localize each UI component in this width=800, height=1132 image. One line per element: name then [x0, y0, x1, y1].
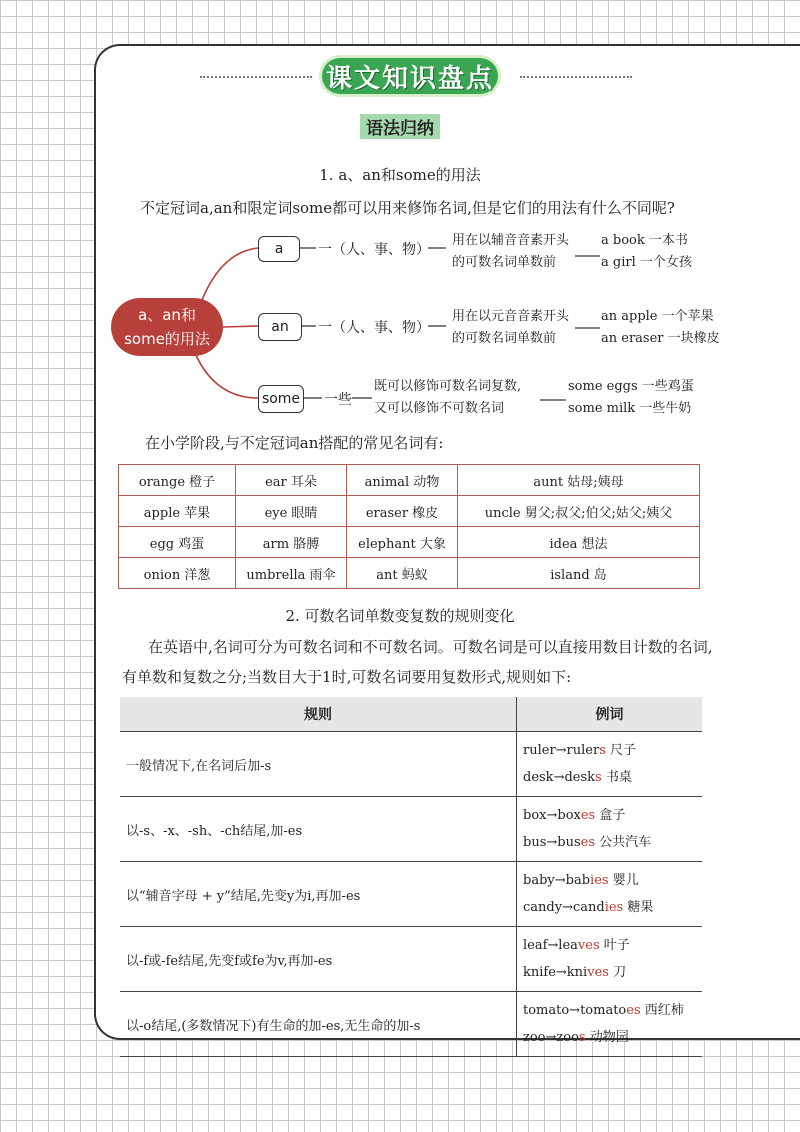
subtitle: 语法归纳	[0, 114, 800, 139]
section2-para-line2: 有单数和复数之分;当数目大于1时,可数名词要用复数形式,规则如下:	[122, 668, 572, 686]
branch-an-meaning: 一（人、事、物）	[318, 320, 430, 336]
branch-an-word: an	[258, 313, 302, 341]
table-row: orange 橙子 ear 耳朵 animal 动物 aunt 姑母;姨母	[119, 465, 700, 496]
table-header-row	[120, 697, 702, 732]
table-row: apple 苹果 eye 眼睛 eraser 橡皮 uncle 舅父;叔父;伯父;姑父;姨父	[119, 496, 700, 527]
col-header-example: 例词	[517, 697, 703, 732]
col-header-rule: 规则	[120, 697, 517, 732]
branch-an-examples: an apple 一个苹果 an eraser 一块橡皮	[601, 309, 720, 346]
branch-line-an	[223, 326, 258, 327]
table-row: egg 鸡蛋 arm 胳膊 elephant 大象 idea 想法	[119, 527, 700, 558]
table-row: 以-f或-fe结尾,先变f或fe为v,再加-es leaf→leaves 叶子 knife→knives 刀	[120, 927, 702, 992]
mind-map-center: a、an和 some的用法	[111, 298, 223, 356]
an-nouns-table	[118, 464, 700, 589]
section1-heading: 1. a、an和some的用法	[319, 166, 481, 184]
branch-some-examples: some eggs 一些鸡蛋 some milk 一些牛奶	[568, 379, 694, 416]
branch-an-rule: 用在以元音音素开头 的可数名词单数前	[452, 309, 570, 346]
branch-a-word: a	[258, 236, 300, 262]
section2-heading: 2. 可数名词单数变复数的规则变化	[285, 607, 515, 625]
branch-a-examples: a book 一本书 a girl 一个女孩	[601, 233, 692, 270]
banner-title: 课文知识盘点	[325, 63, 494, 94]
section1-intro: 不定冠词a,an和限定词some都可以用来修饰名词,但是它们的用法有什么不同呢?	[140, 199, 675, 217]
table-row: 以-o结尾,(多数情况下)有生命的加-es,无生命的加-s tomato→tomatoes 西红柿 zoo→zoos 动物园	[120, 992, 702, 1057]
plural-rules-table	[120, 697, 702, 1057]
table-row: 以“辅音字母 + y”结尾,先变y为i,再加-es baby→babies 婴儿 candy→candies 糖果	[120, 862, 702, 927]
branch-line-a	[200, 248, 258, 305]
nouns-table-intro: 在小学阶段,与不定冠词an搭配的常见名词有:	[145, 434, 444, 452]
branch-some-rule: 既可以修饰可数名词复数, 又可以修饰不可数名词	[374, 379, 522, 416]
branch-line-some	[195, 353, 258, 398]
section2-para-line1: 在英语中,名词可分为可数名词和不可数名词。可数名词是可以直接用数目计数的名词,	[148, 638, 713, 656]
table-row: 一般情况下,在名词后加-s ruler→rulers 尺子 desk→desks 书桌	[120, 732, 702, 797]
branch-a-rule: 用在以辅音音素开头 的可数名词单数前	[452, 233, 570, 270]
table-row: 以-s、-x、-sh、-ch结尾,加-es box→boxes 盒子 bus→buses 公共汽车	[120, 797, 702, 862]
branch-some-meaning: 一些	[324, 392, 352, 408]
branch-a-meaning: 一（人、事、物）	[318, 242, 430, 258]
table-row: onion 洋葱 umbrella 雨伞 ant 蚂蚁 island 岛	[119, 558, 700, 589]
branch-some-word: some	[258, 385, 304, 413]
